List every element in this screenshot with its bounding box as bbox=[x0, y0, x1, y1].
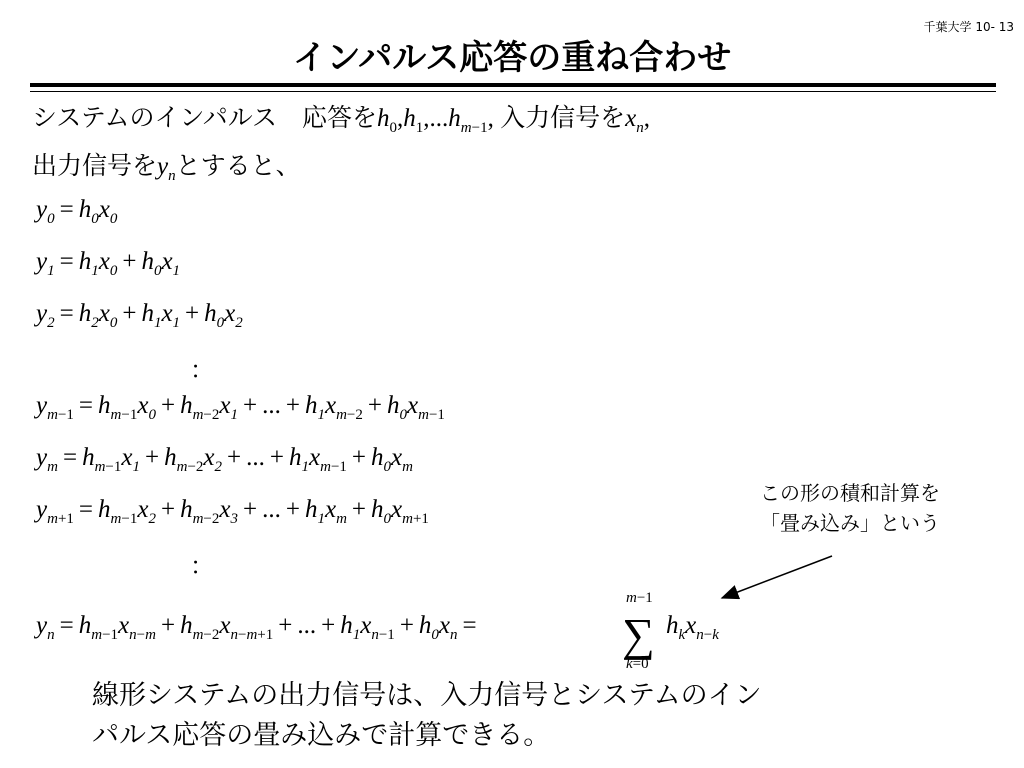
equation-y-m-plus-1: $y_{m+1} = h_{m-1}x_2 + h_{m-2}x_3$ + ... + $h_1x_m + h_0x_{m+1}$ bbox=[36, 496, 429, 527]
slide-title: インパルス応答の重ね合わせ bbox=[292, 38, 732, 78]
summation-upper-limit: m−1 bbox=[626, 590, 653, 606]
intro-text-2a: 出力信号を bbox=[32, 151, 158, 180]
equation-y0: $y_0 = h_0x_0$ bbox=[36, 196, 118, 227]
page-number: 千葉大学 10- 13 bbox=[923, 20, 1014, 34]
conclusion-line-2: パルス応答の畳み込みで計算できる。 bbox=[92, 720, 551, 751]
vertical-dots: ： bbox=[190, 358, 214, 384]
equation-y-m-minus-1: $y_{m-1} = h_{m-1}x_0 + h_{m-2}x_1$ + ... + $h_1x_{m-2} + h_0x_{m-1}$ bbox=[36, 392, 445, 423]
equation-y2: $y_2 = h_2x_0 + h_1x_1 + h_0x_2$ bbox=[36, 300, 243, 331]
sigma-symbol: ∑ bbox=[622, 609, 655, 660]
equation-y1: $y_1 = h_1x_0 + h_0x_1$ bbox=[36, 248, 181, 279]
intro-text-2b: とすると、 bbox=[175, 151, 301, 180]
equation-y-n: $y_n = h_{m-1}x_{n-m} + h_{m-2}x_{n-m+1}$ + ... + $h_1x_{n-1} + h_0x_n$ = bbox=[36, 612, 477, 643]
summation-lower-limit: k=0 bbox=[626, 656, 649, 672]
intro-text-1a: システムのインパルス 応答を bbox=[32, 103, 378, 132]
vertical-dots: ： bbox=[190, 554, 214, 580]
note-line-2: 「畳み込み」という bbox=[760, 511, 940, 535]
conclusion bbox=[92, 676, 762, 756]
note-line-1: この形の積和計算を bbox=[760, 481, 940, 505]
intro-line-1: システムのインパルス 応答を$h_0,h_1,...h_{m-1}$, 入力信号を$x_n$, bbox=[32, 103, 650, 136]
intro-line-2: 出力信号を$y_n$とすると、 bbox=[32, 151, 301, 184]
summation-term: $h_kx_{n-k}$ bbox=[666, 612, 719, 643]
conclusion-line-1: 線形システムの出力信号は、入力信号とシステムのイン bbox=[92, 680, 762, 711]
intro-text-1b: 入力信号を bbox=[500, 103, 626, 132]
equation-y-m: $y_m = h_{m-1}x_1 + h_{m-2}x_2$ + ... + $h_1x_{m-1} + h_0x_m$ bbox=[36, 444, 413, 475]
